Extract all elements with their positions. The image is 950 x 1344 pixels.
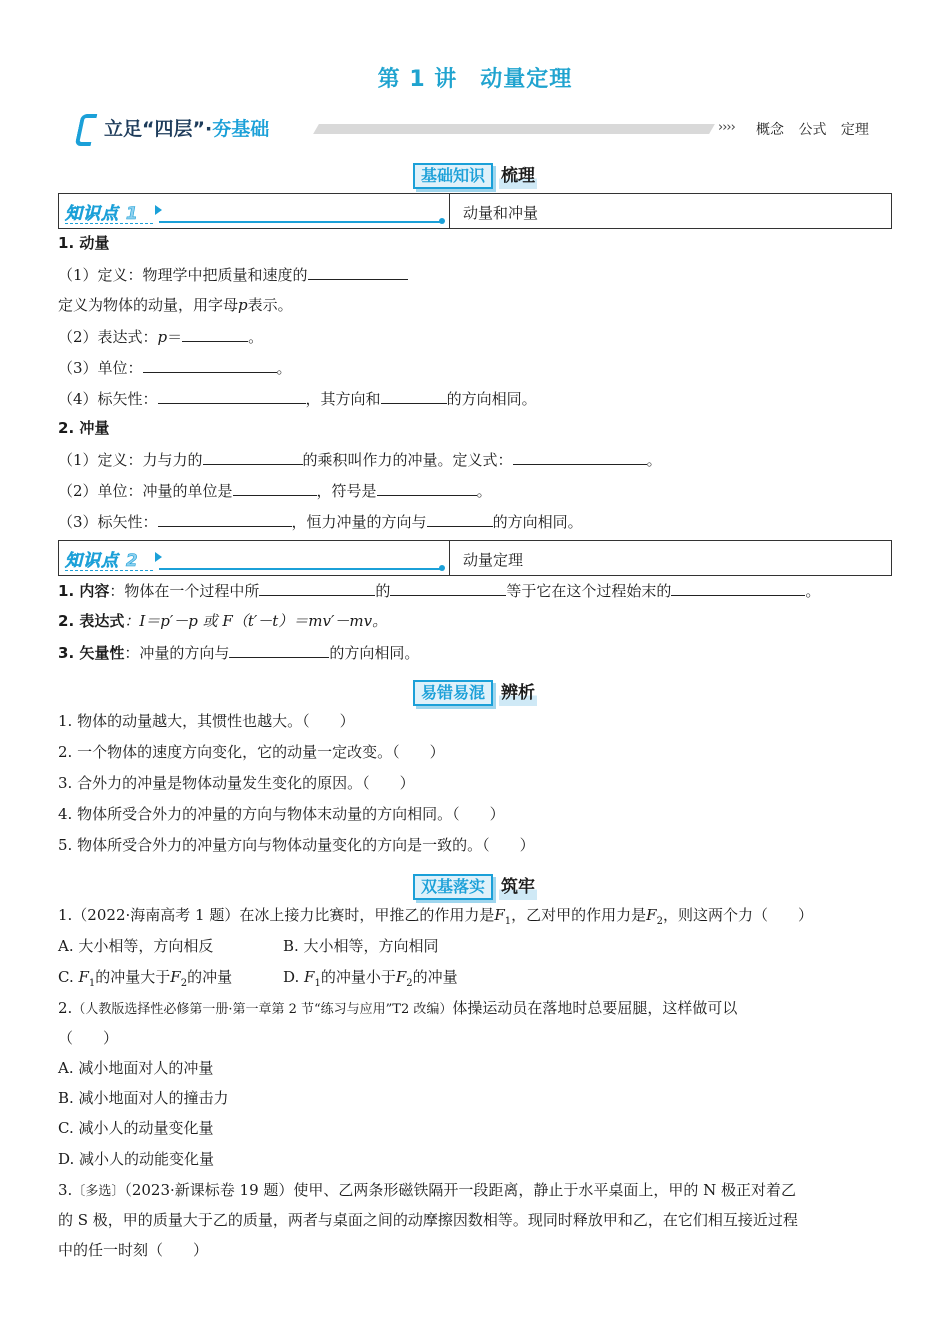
judge-item: 2. 一个物体的速度方向变化，它的动量一定改变。（ ）: [58, 743, 445, 761]
section-tail: 筑牢: [499, 874, 537, 900]
theorem-content-line: 1. 内容：物体在一个过程中所 的 等于它在这个过程始末的 。: [58, 582, 821, 600]
question-3-stem-line-2: 的 S 极，甲的质量大于乙的质量，两者与桌面之间的动摩擦因数相等。现同时释放甲和乙，在它们相互接近过程: [58, 1211, 798, 1229]
question-1-option-b[interactable]: B. 大小相等，方向相同: [283, 937, 439, 955]
banner-keywords: 概念 公式 定理: [756, 122, 869, 138]
question-3-stem: 3.〔多选〕（2023·新课标卷 19 题）使甲、乙两条形磁铁隔开一段距离，静止于水平桌面上，甲的 N 极正对着乙: [58, 1181, 797, 1199]
impulse-def-line: （1）定义：力与力的 的乘积叫作力的冲量。定义式： 。: [58, 451, 662, 469]
fill-blank[interactable]: [377, 480, 477, 496]
question-2-option-d[interactable]: D. 减小人的动能变化量: [58, 1150, 215, 1168]
fill-blank[interactable]: [203, 449, 303, 465]
question-2-option-a[interactable]: A. 减小地面对人的冲量: [58, 1059, 214, 1077]
question-1-option-d[interactable]: D. $F_1$的冲量小于$F_2$的冲量: [283, 968, 458, 989]
banner-heading-blue: 夯基础: [212, 118, 270, 140]
momentum-def-line: （1）定义：物理学中把质量和速度的: [58, 264, 408, 284]
section-header-practice: [0, 873, 950, 901]
question-2-option-b[interactable]: B. 减小地面对人的撞击力: [58, 1089, 229, 1107]
momentum-vector-line: （4）标矢性： ，其方向和 的方向相同。: [58, 390, 537, 408]
question-1-option-c[interactable]: C. $F_1$的冲量大于$F_2$的冲量: [58, 968, 233, 989]
knowledge-point-2: [58, 540, 892, 576]
momentum-expression-line: （2）表达式：p＝ 。: [58, 328, 264, 346]
question-2-stem-cont: （ ）: [58, 1029, 119, 1047]
question-2-stem: 2.（人教版选择性必修第一册·第一章第 2 节“练习与应用”T2 改编）体操运动员在落地时总要屈腿，这样做可以: [58, 999, 738, 1017]
section-badge: 双基落实: [413, 874, 493, 900]
fill-blank[interactable]: [143, 357, 277, 373]
section-header-basics: [0, 162, 950, 190]
play-triangle-icon: [155, 552, 162, 562]
knowledge-point-label: 知识点 1: [65, 204, 139, 224]
banner-arrows-icon: ››››: [718, 120, 735, 135]
impulse-unit-line: （2）单位：冲量的单位是 ，符号是 。: [58, 482, 492, 500]
impulse-vector-line: （3）标矢性： ，恒力冲量的方向与 的方向相同。: [58, 513, 583, 531]
fill-blank[interactable]: [229, 642, 329, 658]
section-tail: 辨析: [499, 680, 537, 706]
question-3-stem-line-3: 中的任一时刻（ ）: [58, 1241, 209, 1259]
fill-blank[interactable]: [513, 449, 647, 465]
judge-item: 3. 合外力的冲量是物体动量发生变化的原因。（ ）: [58, 774, 415, 792]
question-1-stem: 1.（2022·海南高考 1 题）在冰上接力比赛时，甲推乙的作用力是$F_1$，乙对甲的作用力是$F_2$，则这两个力（ ）: [58, 906, 813, 927]
theorem-vector-line: 3. 矢量性：冲量的方向与 的方向相同。: [58, 644, 420, 662]
judge-item: 1. 物体的动量越大，其惯性也越大。（ ）: [58, 712, 355, 730]
banner-divider-bar: [313, 124, 715, 134]
section-header-mistakes: [0, 679, 950, 707]
section-tail: 梳理: [499, 163, 537, 189]
fill-blank[interactable]: [158, 511, 292, 527]
judge-item: 4. 物体所受合外力的冲量的方向与物体末动量的方向相同。（ ）: [58, 805, 505, 823]
fill-blank[interactable]: [390, 580, 506, 596]
banner-heading-dark: 立足“四层”·: [104, 118, 213, 140]
momentum-unit-line: （3）单位： 。: [58, 359, 292, 377]
momentum-heading: 1. 动量: [58, 234, 110, 252]
banner-heading: [78, 112, 269, 146]
question-1-option-a[interactable]: A. 大小相等，方向相反: [58, 937, 214, 955]
momentum-def-line-2: 定义为物体的动量，用字母p表示。: [58, 296, 293, 314]
knowledge-point-topic: 动量和冲量: [463, 204, 539, 222]
section-badge: 基础知识: [413, 163, 493, 189]
fill-blank[interactable]: [308, 264, 408, 280]
impulse-heading: 2. 冲量: [58, 419, 110, 437]
theorem-expression-line: 2. 表达式：I＝p′－p 或 F（t′－t）＝mv′－mv。: [58, 612, 388, 630]
knowledge-point-topic: 动量定理: [463, 551, 524, 569]
fill-blank[interactable]: [182, 326, 248, 342]
judge-item: 5. 物体所受合外力的冲量方向与物体动量变化的方向是一致的。（ ）: [58, 836, 535, 854]
fill-blank[interactable]: [427, 511, 493, 527]
section-badge: 易错易混: [413, 680, 493, 706]
fill-blank[interactable]: [671, 580, 805, 596]
chapter-banner: [78, 112, 898, 152]
question-2-option-c[interactable]: C. 减小人的动量变化量: [58, 1119, 214, 1137]
fill-blank[interactable]: [259, 580, 375, 596]
page-title: 第 1 讲 动量定理: [377, 67, 573, 92]
play-triangle-icon: [155, 205, 162, 215]
fill-blank[interactable]: [381, 388, 447, 404]
knowledge-point-1: [58, 193, 892, 229]
fill-blank[interactable]: [233, 480, 317, 496]
fill-blank[interactable]: [158, 388, 306, 404]
knowledge-point-label: 知识点 2: [65, 551, 139, 571]
